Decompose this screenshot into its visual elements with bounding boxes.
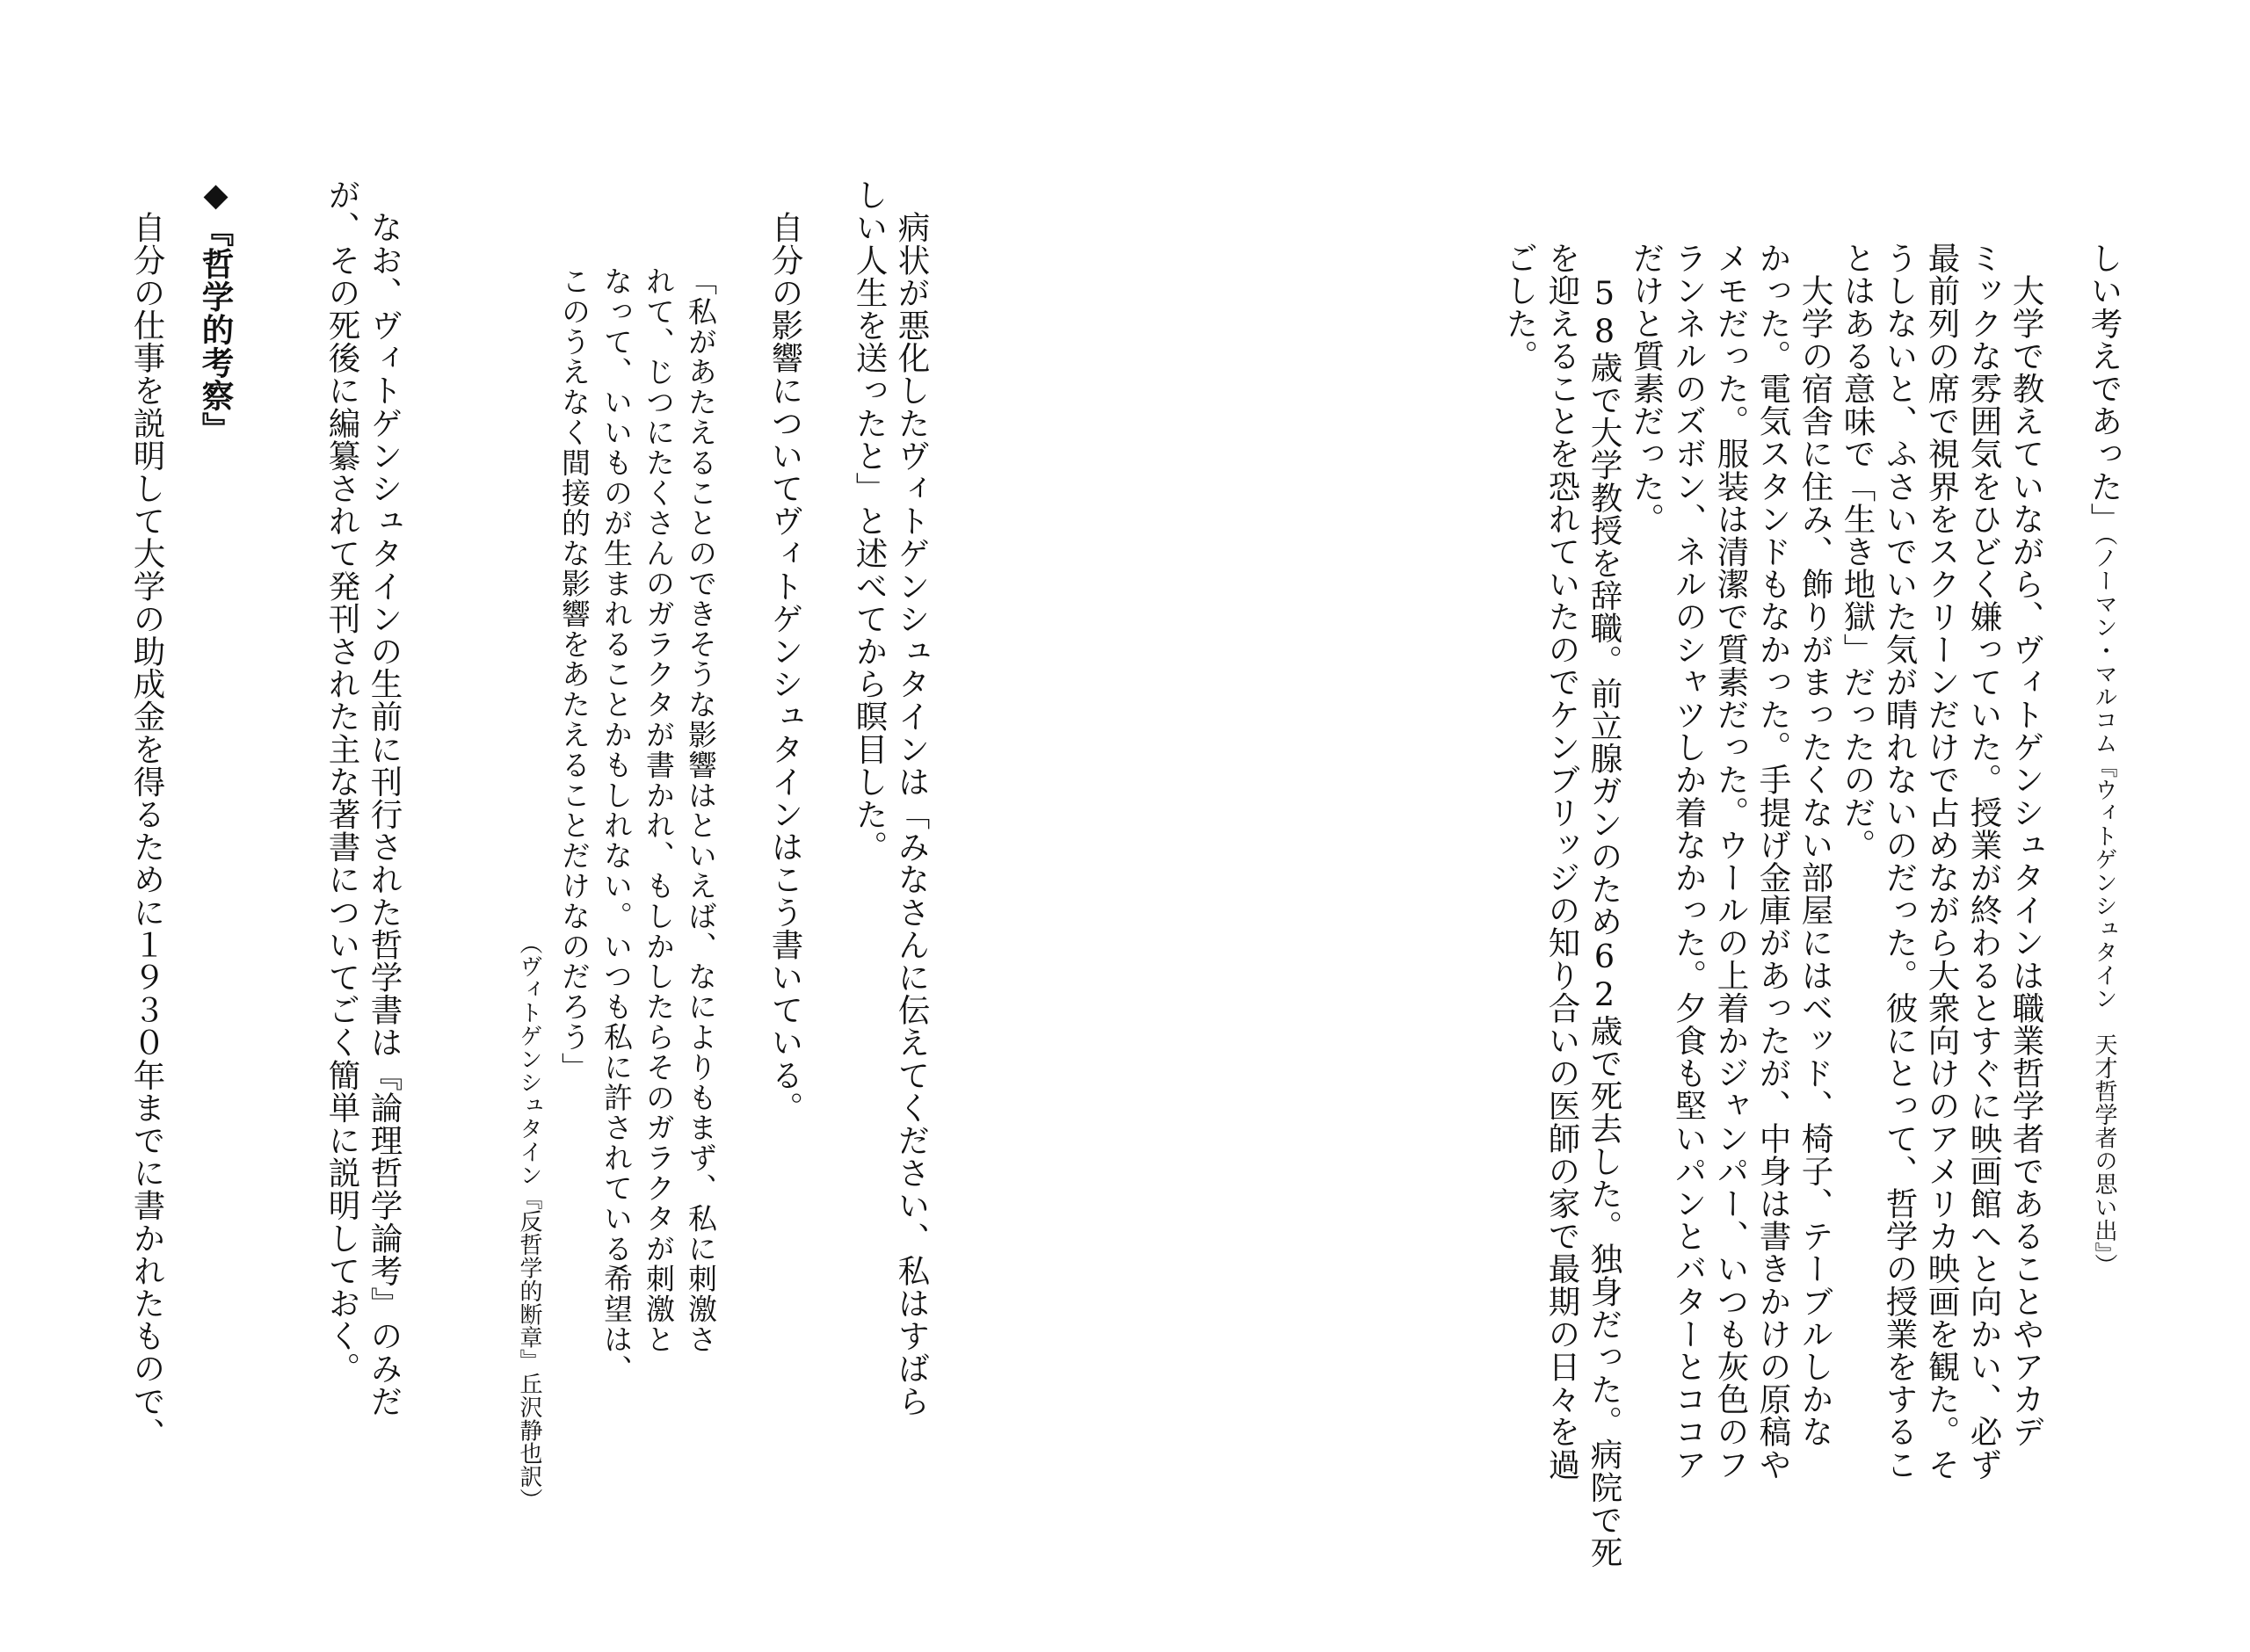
text-line: とはある意味で「生き地獄」だったのだ。 [1839, 242, 1876, 861]
text-line: 病状が悪化したヴィトゲンシュタインは「みなさんに伝えてください、私はすばら [893, 178, 931, 1417]
text-line: 自分の影響についてヴィトゲンシュタインはこう書いている。 [766, 178, 804, 1124]
text-line: 大学で教えていながら、ヴィトゲンシュタインは職業哲学者であることやアカデ [2007, 242, 2045, 1448]
text-line: ごした。 [1501, 242, 1539, 373]
text-line: うしないと、ふさいでいた気が晴れないのだった。彼にとって、哲学の授業をするこ [1881, 242, 1919, 1481]
text-line: 最前列の席で視界をスクリーンだけで占めながら大衆向けのアメリカ映画を観た。そ [1923, 242, 1961, 1481]
heading-text: 『哲学的考察』 [197, 214, 235, 446]
text-line: なお、ヴィトゲンシュタインの生前に刊行された哲学書は『論理哲学論考』のみだ [366, 178, 403, 1417]
text-line: が、その死後に編纂されて発刊された主な著書についてごく簡単に説明しておく。 [323, 178, 361, 1385]
text-line: ミックな雰囲気をひどく嫌っていた。授業が終わるとすぐに映画館へと向かい、必ず [1965, 242, 2003, 1481]
text-line: メモだった。服装は清潔で質素だった。ウールの上着かジャンパー、いつも灰色のフ [1712, 242, 1750, 1481]
quote-line: なって、いいものが生まれることかもしれない。いつも私に許されている希望は、 [599, 266, 634, 1385]
text-line: を迎えることを恐れていたのでケンブリッジの知り合いの医師の家で最期の日々を過 [1543, 242, 1581, 1481]
quote-line: このうえなく間接的な影響をあたえることだけなのだろう」 [557, 266, 592, 1083]
text-line: 58歳で大学教授を辞職。前立腺ガンのため62歳で死去した。独身だった。病院で死 [1586, 242, 1623, 1569]
right-page [1125, 0, 2250, 1652]
text-line: しい人生を送ったと」と述べてから瞑目した。 [851, 178, 889, 864]
text-line: 大学の宿舎に住み、飾りがまったくない部屋にはベッド、椅子、テーブルしかな [1796, 242, 1834, 1448]
text-line: かった。電気スタンドもなかった。手提げ金庫があったが、中身は書きかけの原稿や [1754, 242, 1792, 1481]
quote-line: 「私があたえることのできそうな影響はといえば、なによりもまず、私に刺激さ [684, 266, 718, 1355]
text-line: だけと質素だった。 [1628, 242, 1666, 535]
section-heading [194, 176, 236, 446]
text-line: 自分の仕事を説明して大学の助成金を得るために１９３０年までに書かれたもので、 [128, 178, 166, 1450]
citation: （ヴィトゲンシュタイン『反哲学的断章』丘沢静也訳） [516, 931, 542, 1511]
diamond-bullet-icon: ◆ [197, 176, 235, 214]
text-line: しい考えであった」 [2086, 242, 2123, 535]
text-line: ランネルのズボン、ネルのシャツしか着なかった。夕食も堅いパンとバターとココア [1670, 242, 1708, 1481]
quote-line: れて、じつにたくさんのガラクタが書かれ、もしかしたらそのガラクタが刺激と [642, 266, 676, 1355]
citation: （ノーマン・マルコム『ウィトゲンシュタイン 天才哲学者の思い出』） [2091, 523, 2117, 1278]
